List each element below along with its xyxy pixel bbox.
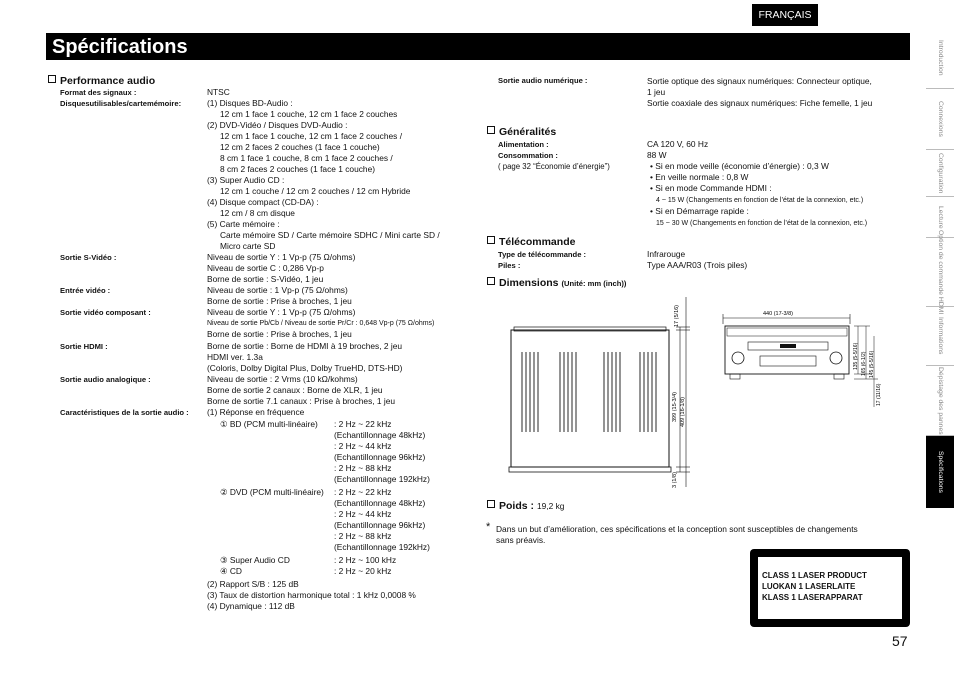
section-heading: Généralités [499,126,557,138]
dim-depth-bottom: 3 (1/8) [672,472,678,488]
sidebar-tab-connexions[interactable] [926,89,954,150]
note-asterisk: * [486,521,491,533]
disque-line: 12 cm 1 couche / 12 cm 2 couches / 12 cm Hybride [220,186,411,196]
bd-value: (Echantillonnage 96kHz) [334,452,426,462]
poids-value: 19,2 kg [536,501,565,511]
dvd-value: : 2 Hz ~ 22 kHz [334,487,392,497]
section-heading: Télécommande [499,236,576,248]
eco-line: • Si en Démarrage rapide : [650,206,749,216]
dvd-label: ② DVD (PCM multi-linéaire) [220,487,324,497]
label-caracteristiques: Caractéristiques de la sortie audio : [60,408,189,417]
label-consommation: Consommation : [498,151,558,160]
carac-line: (4) Dynamique : 112 dB [207,601,295,611]
label-analogique: Sortie audio analogique : [60,375,151,384]
value-consommation: 88 W [647,150,667,160]
checkbox-bullet-icon [48,75,56,83]
disque-line: (5) Carte mémoire : [207,219,280,229]
eco-line: • En veille normale : 0,8 W [650,172,749,182]
carac-intro: (1) Réponse en fréquence [207,407,305,417]
sidebar-label: Lecture [937,205,944,229]
laser-line: KLASS 1 LASERAPPARAT [762,593,863,602]
sidebar-tab-specifications[interactable] [926,436,954,508]
value-format: NTSC [207,87,230,97]
hdmi-line: Borne de sortie : Borne de HDMI à 19 broches, 2 jeu [207,341,403,351]
checkbox-bullet-icon [487,277,495,285]
composant-line: Niveau de sortie Pb/Cb / Niveau de sortie Pr/Cr : 0,648 Vp-p (75 Ω/ohms) [207,320,435,327]
dim-height-4: 17 (11/16) [876,383,882,406]
analog-line: Borne de sortie 7.1 canaux : Prise à broches, 1 jeu [207,396,396,406]
dvd-value: (Echantillonnage 96kHz) [334,520,426,530]
eco-reference: ( page 32 “Économie d’énergie”) [498,162,610,171]
label-alimentation: Alimentation : [498,140,549,149]
analog-line: Borne de sortie 2 canaux : Borne de XLR, 1 jeu [207,385,383,395]
note-line: Dans un but d’amélioration, ces spécifications et la conception sont susceptibles de changements [496,524,858,534]
checkbox-bullet-icon [487,500,495,508]
sidebar-tab-option-hdmi[interactable] [926,229,954,315]
disque-line: Micro carte SD [220,241,276,251]
eco-start-value: 15 ~ 30 W (Changements en fonction de l’état de la connexion, etc.) [656,220,868,227]
eco-line: • Si en mode Commande HDMI : [650,183,772,193]
bd-value: : 2 Hz ~ 44 kHz [334,441,392,451]
hdmi-line: HDMI ver. 1.3a [207,352,263,362]
sidebar-tab-configuration[interactable] [926,150,954,197]
sidebar-label: Informations [937,317,944,355]
dim-height-1: 135 (5-5/16) [853,342,859,370]
dvd-value: (Echantillonnage 192kHz) [334,542,430,552]
carac-line: (3) Taux de distortion harmonique total : 1 kHz 0,0008 % [207,590,416,600]
svideo-line: Borne de sortie : S-Vidéo, 1 jeu [207,274,324,284]
label-sortie-numerique: Sortie audio numérique : [498,76,588,85]
hdmi-line: (Coloris, Dolby Digital Plus, Dolby TrueHD, DTS-HD) [207,363,403,373]
disque-line: 12 cm 2 faces 2 couches (1 face 1 couche) [220,142,380,152]
laser-line: LUOKAN 1 LASERLAITE [762,582,856,591]
disque-line: 8 cm 1 face 1 couche, 8 cm 1 face 2 couches / [220,153,393,163]
label-format: Format des signaux : [60,88,137,97]
bd-value: (Echantillonnage 48kHz) [334,430,426,440]
dvd-value: : 2 Hz ~ 88 kHz [334,531,392,541]
label-svideo: Sortie S-Vidéo : [60,253,117,262]
section-generalites [487,126,556,139]
label-hdmi: Sortie HDMI : [60,342,108,351]
numerique-line: 1 jeu [647,87,666,97]
sidebar-label: Dépistage des pannes [937,366,944,435]
disque-line: Carte mémoire SD / Carte mémoire SDHC / Mini carte SD / [220,230,440,240]
dim-height-3: 145 (5-5/16) [869,350,875,378]
sidebar-tab-introduction[interactable] [926,28,954,89]
section-heading: Performance audio [60,75,156,87]
bd-value: (Echantillonnage 192kHz) [334,474,430,484]
laser-line: CLASS 1 LASER PRODUCT [762,571,867,580]
dvd-value: : 2 Hz ~ 44 kHz [334,509,392,519]
checkbox-bullet-icon [487,126,495,134]
label-composant: Sortie vidéo composant : [60,308,151,317]
sidebar-label: Configuration [937,152,944,194]
disque-line: 12 cm / 8 cm disque [220,208,295,218]
composant-line: Niveau de sortie Y : 1 Vp-p (75 Ω/ohms) [207,307,356,317]
sidebar-label: Introduction [937,40,944,76]
dim-height-2: 165 (6-1/2) [861,351,867,376]
disque-line: 8 cm 2 faces 2 couches (1 face 1 couche) [220,164,376,174]
disque-line: (3) Super Audio CD : [207,175,285,185]
numerique-line: Sortie optique des signaux numériques: Connecteur optique, [647,76,872,86]
sidebar-tab-depistage[interactable] [926,366,954,436]
svideo-line: Niveau de sortie C : 0,286 Vp-p [207,263,324,273]
cd-label: ④ CD [220,566,242,576]
dim-depth-399: 399 (15-3/4) [672,392,678,422]
disque-line: 12 cm 1 face 1 couche, 12 cm 1 face 2 couches [220,109,398,119]
bd-value: : 2 Hz ~ 88 kHz [334,463,392,473]
carac-line: (2) Rapport S/B : 125 dB [207,579,299,589]
eco-hdmi-value: 4 ~ 15 W (Changements en fonction de l’état de la connexion, etc.) [656,197,864,204]
sidebar-label: Option de commande HDMI [937,229,944,315]
entree-line: Niveau de sortie : 1 Vp-p (75 Ω/ohms) [207,285,348,295]
dimensions-unit: (Unité: mm (inch)) [561,279,627,288]
section-poids [487,500,564,513]
disque-line: 12 cm 1 face 1 couche, 12 cm 1 face 2 couches / [220,131,403,141]
value-type-telecommande: Infrarouge [647,249,686,259]
label-piles: Piles : [498,261,521,270]
label-type-telecommande: Type de télécommande : [498,250,587,259]
value-alimentation: CA 120 V, 60 Hz [647,139,709,149]
bd-label: ① BD (PCM multi-linéaire) [220,419,318,429]
bd-value: : 2 Hz ~ 22 kHz [334,419,392,429]
dim-depth-409: 409 (16-1/8) [680,397,686,427]
disque-line: (2) DVD-Vidéo / Disques DVD-Audio : [207,120,348,130]
sacd-label: ③ Super Audio CD [220,555,290,565]
sidebar-label: Connexions [937,101,944,137]
language-tag: FRANÇAIS [752,4,818,26]
svideo-line: Niveau de sortie Y : 1 Vp-p (75 Ω/ohms) [207,252,356,262]
page-title: Spécifications [52,36,188,58]
sacd-value: : 2 Hz ~ 100 kHz [334,555,397,565]
analog-line: Niveau de sortie : 2 Vrms (10 kΩ/kohms) [207,374,358,384]
disque-line: (4) Disque compact (CD-DA) : [207,197,319,207]
page-number: 57 [892,633,908,649]
sidebar-label: Spécifications [937,451,944,493]
top-view-diagram [500,292,700,490]
section-telecommande [487,236,575,249]
section-heading: Poids : [499,500,535,512]
laser-label-text [762,570,900,603]
composant-line: Borne de sortie : Prise à broches, 1 jeu [207,329,352,339]
dvd-value: (Echantillonnage 48kHz) [334,498,426,508]
note-line: sans préavis. [496,535,546,545]
label-disques: Disquesutilisables/cartemémoire: [60,99,182,108]
cd-value: : 2 Hz ~ 20 kHz [334,566,392,576]
sidebar-tab-informations[interactable] [926,307,954,366]
entree-line: Borne de sortie : Prise à broches, 1 jeu [207,296,352,306]
label-entree-video: Entrée vidéo : [60,286,111,295]
front-view-diagram [718,302,898,412]
numerique-line: Sortie coaxiale des signaux numériques: Fiche femelle, 1 jeu [647,98,873,108]
disque-line: (1) Disques BD-Audio : [207,98,293,108]
eco-line: • Si en mode veille (économie d’énergie) : 0,3 W [650,161,829,171]
section-heading: Dimensions [499,277,559,289]
dim-width: 440 (17-3/8) [763,311,793,317]
checkbox-bullet-icon [487,236,495,244]
section-dimensions [487,277,626,290]
dim-depth-top: 17 (5/16) [674,304,680,327]
value-piles: Type AAA/R03 (Trois piles) [647,260,748,270]
